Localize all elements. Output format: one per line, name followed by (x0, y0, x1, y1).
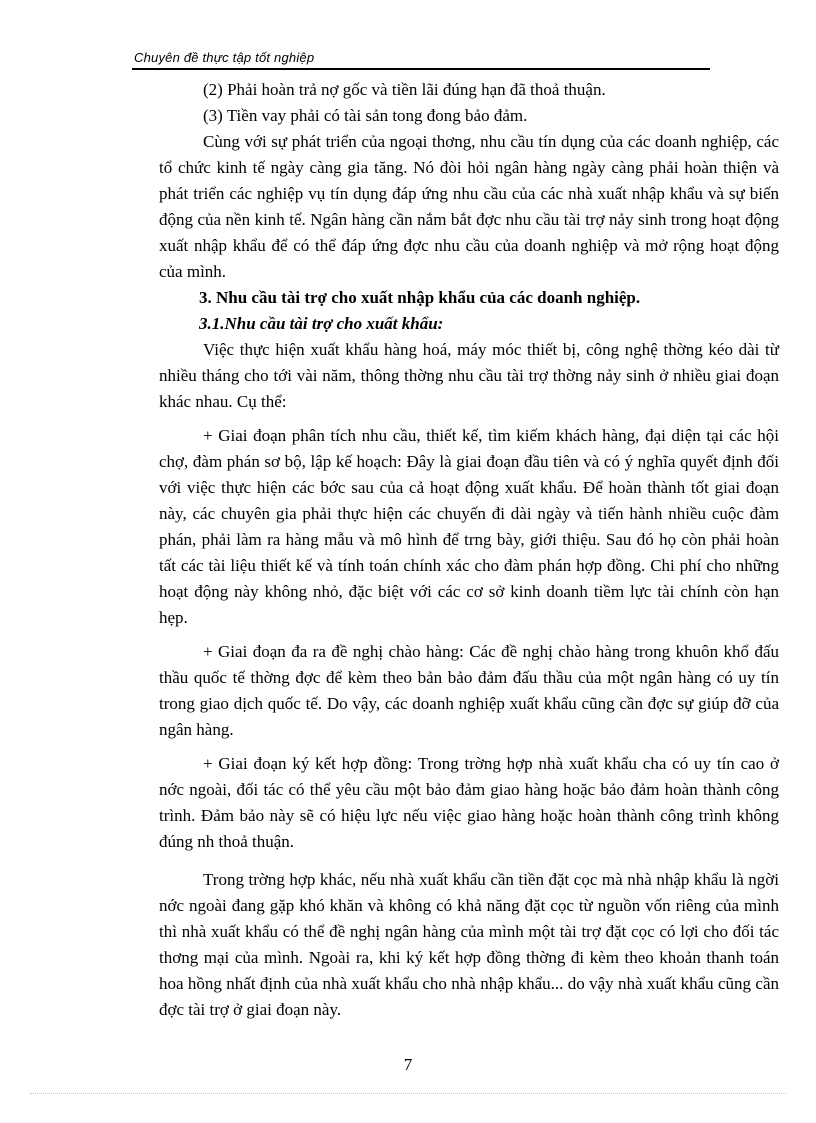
page-number: 7 (403, 1055, 413, 1074)
bullet-analysis-stage: + Giai đoạn phân tích nhu cầu, thiết kế, tìm kiếm khách hàng, đại diện tại các hội chợ, đàm phán sơ bộ, lập kế hoạch: Đây là giai đoạn đầu tiên và có ý nghĩa quyết định đối với việc thực hiện các bớc sau của cả hoạt động xuất khẩu. Để hoàn thành tốt giai đoạn này, các chuyên gia phải thực hiện các chuyến đi dài ngày và tiến hành nhiều cuộc đàm phán, phải làm ra hàng mẫu và mô hình để trng bày, giới thiệu. Sau đó họ còn phải hoàn tất các tài liệu thiết kế và tính toán chính xác cho đàm phán hợp đồng. Chi phí cho những hoạt động này không nhỏ, đặc biệt với các cơ sở kinh doanh tiềm lực tài chính còn hạn hẹp. (159, 426, 779, 627)
section-heading-3: 3. Nhu cầu tài trợ cho xuất nhập khẩu của các doanh nghiệp. (199, 288, 641, 307)
subsection-heading-3-1: 3.1.Nhu cầu tài trợ cho xuất khẩu: (199, 314, 444, 333)
paragraph-intro: Cùng với sự phát triển của ngoại thơng, nhu cầu tín dụng của các doanh nghiệp, các tổ chức kinh tế ngày càng gia tăng. Nó đòi hỏi ngân hàng ngày càng phải hoàn thiện và phát triển các nghiệp vụ tín dụng đáp ứng nhu cầu của các nhà xuất nhập khẩu và sự biến động của nền kinh tế. Ngân hàng cần nắm bắt đợc nhu cầu tài trợ nảy sinh trong hoạt động xuất nhập khẩu để có thể đáp ứng đợc nhu cầu của doanh nghiệp và mở rộng hoạt động của mình. (159, 132, 779, 281)
list-item-3: (3) Tiền vay phải có tài sản tong đong bảo đảm. (203, 106, 528, 125)
header-divider (132, 68, 710, 70)
bullet-offer-stage: + Giai đoạn đa ra đề nghị chào hàng: Các đề nghị chào hàng trong khuôn khổ đấu thầu quốc tế thờng đợc để kèm theo bản bảo đảm đấu thầu của một ngân hàng có uy tín trong giao dịch quốc tế. Do vậy, các doanh nghiệp xuất khẩu cũng cần đợc sự giúp đỡ của ngân hàng. (159, 642, 779, 739)
list-item-2: (2) Phải hoàn trả nợ gốc và tiền lãi đúng hạn đã thoả thuận. (203, 80, 606, 99)
running-header: Chuyên đề thực tập tốt nghiệp (134, 50, 315, 65)
page-bottom-divider (30, 1093, 786, 1094)
bullet-contract-stage: + Giai đoạn ký kết hợp đồng: Trong trờng hợp nhà xuất khẩu cha có uy tín cao ở nớc ngoài, đối tác có thể yêu cầu một bảo đảm giao hàng hoặc bảo đảm hoàn thành công trình. Đảm bảo này sẽ có hiệu lực nếu việc giao hàng hoặc hoàn thành công trình không đúng nh thoả thuận. (159, 754, 779, 851)
document-body (159, 77, 779, 1023)
paragraph-export-overview: Việc thực hiện xuất khẩu hàng hoá, máy móc thiết bị, công nghệ thờng kéo dài từ nhiều tháng cho tới vài năm, thông thờng nhu cầu tài trợ thờng nảy sinh ở nhiều giai đoạn khác nhau. Cụ thể: (159, 340, 779, 411)
paragraph-other-cases: Trong trờng hợp khác, nếu nhà xuất khẩu cần tiền đặt cọc mà nhà nhập khẩu là ngời nớc ngoài đang gặp khó khăn và không có khả năng đặt cọc từ nguồn vốn riêng của mình thì nhà xuất khẩu có thể đề nghị ngân hàng của mình một tài trợ đặt cọc có lợi cho đối tác thơng mại của mình. Ngoài ra, khi ký kết hợp đồng thờng đi kèm theo khoản thanh toán hoa hồng nhất định của nhà xuất khẩu cho nhà nhập khẩu... do vậy nhà xuất khẩu cũng cần đợc tài trợ ở giai đoạn này. (159, 870, 779, 1019)
